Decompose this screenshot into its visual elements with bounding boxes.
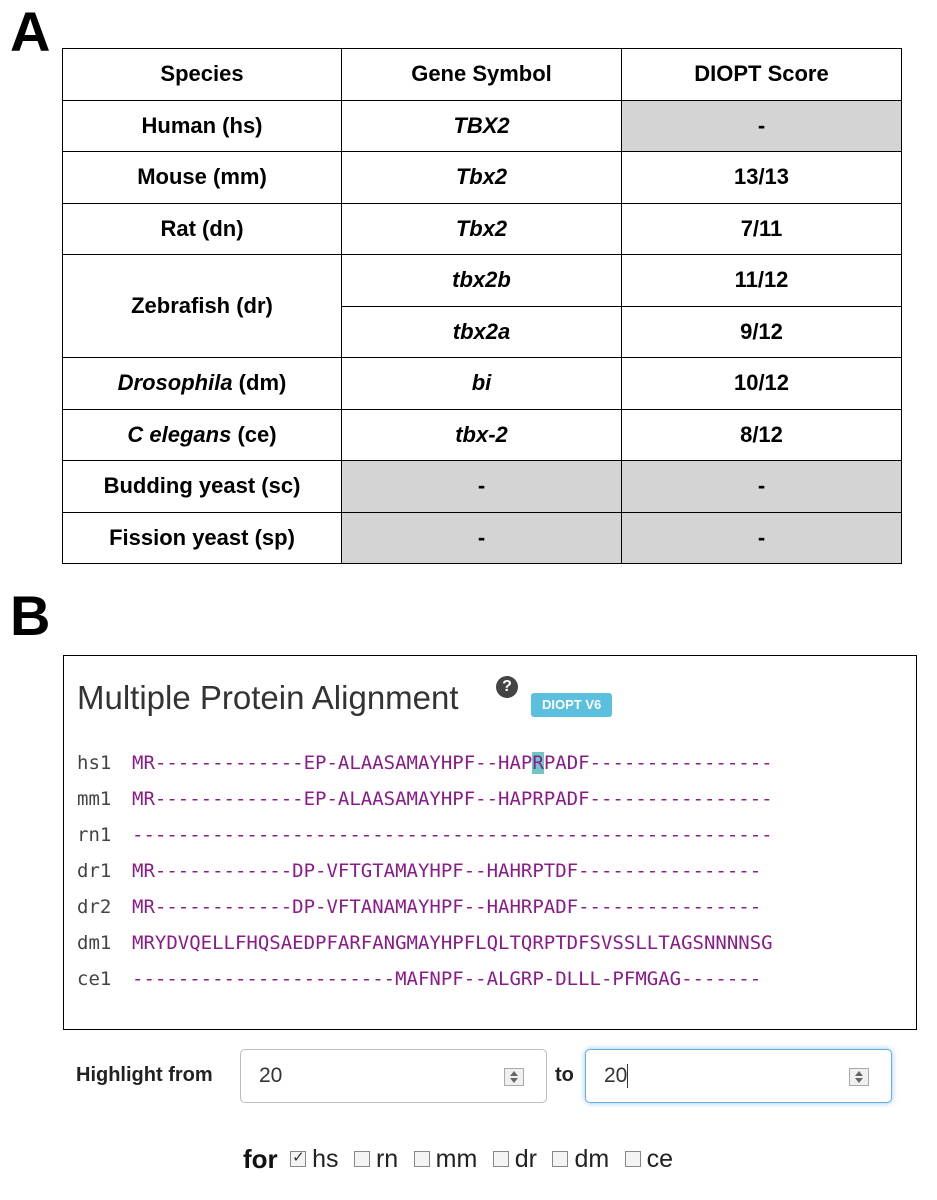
gene-cell: [342, 152, 622, 204]
checkbox-label-ce: ce: [646, 1145, 674, 1173]
for-label: for: [243, 1144, 278, 1174]
table-row: [63, 512, 902, 564]
sequence-list: [77, 751, 773, 1003]
spinner-icon[interactable]: [849, 1068, 869, 1086]
table-row: [63, 461, 902, 513]
highlight-to-input[interactable]: [585, 1049, 892, 1103]
gene-cell: [342, 255, 622, 307]
sequence-text: PADF----------------: [543, 752, 773, 774]
checkbox-rn[interactable]: [354, 1151, 370, 1167]
sequence-text: MR-------------EP-ALAASAMAYHPF--HAPRPADF----------------: [132, 788, 773, 810]
gene-symbol: tbx2a: [452, 318, 511, 344]
species-cell: Rat (dn): [63, 203, 342, 255]
sequence-text: MR------------DP-VFTGTAMAYHPF--HAHRPTDF----------------: [132, 860, 762, 882]
checkbox-label-dr: dr: [514, 1145, 538, 1173]
gene-symbol: tbx2b: [452, 267, 511, 293]
gene-symbol: tbx-2: [455, 421, 508, 447]
checkbox-label-rn: rn: [375, 1145, 399, 1173]
sequence-id: dr2: [77, 896, 112, 918]
panel-a-label: A: [10, 0, 51, 63]
score-cell: 9/12: [622, 306, 902, 358]
gene-cell: [342, 100, 622, 152]
highlight-to-label: to: [555, 1064, 574, 1086]
score-cell: 8/12: [622, 409, 902, 461]
score-cell: 11/12: [622, 255, 902, 307]
highlighted-residue: R: [532, 752, 544, 774]
sequence-text: --------------------------------------------------------: [132, 824, 773, 846]
checkbox-label-dm: dm: [574, 1145, 610, 1173]
header-gene-symbol: Gene Symbol: [342, 49, 622, 101]
question-circle-icon[interactable]: ?: [496, 676, 518, 698]
sequence-row: [77, 751, 773, 787]
text-cursor: [627, 1064, 628, 1088]
gene-symbol: bi: [471, 370, 492, 396]
checkbox-label-mm: mm: [435, 1145, 478, 1173]
alignment-title: Multiple Protein Alignment: [77, 679, 459, 716]
table-row: [63, 152, 902, 204]
score-cell: 10/12: [622, 358, 902, 410]
species-code: (dm): [232, 370, 287, 396]
checkbox-ce[interactable]: [625, 1151, 641, 1167]
to-value: 20: [604, 1064, 628, 1087]
sequence-id: dm1: [77, 932, 112, 954]
species-cell: Fission yeast (sp): [63, 512, 342, 564]
species-cell: [63, 409, 342, 461]
sequence-text: MRYDVQELLFHQSAEDPFARFANGMAYHPFLQLTQRPTDFSVSSLLTAGSNNNNSG: [132, 932, 773, 954]
species-cell: Zebrafish (dr): [63, 255, 342, 358]
checkbox-dr[interactable]: [493, 1151, 509, 1167]
species-italic: C elegans: [127, 421, 232, 447]
spinner-icon[interactable]: [504, 1068, 524, 1086]
sequence-row: [77, 895, 773, 931]
gene-cell: [342, 306, 622, 358]
highlight-controls: [0, 1048, 937, 1200]
species-cell: [63, 358, 342, 410]
highlight-from-label: Highlight from: [76, 1064, 213, 1086]
gene-symbol: TBX2: [453, 112, 510, 138]
gene-symbol: Tbx2: [455, 164, 508, 190]
sequence-id: rn1: [77, 824, 112, 846]
panel-b-label: B: [10, 584, 51, 647]
diopt-version-badge: DIOPT V6: [531, 693, 612, 717]
checkbox-hs[interactable]: [290, 1151, 306, 1167]
sequence-id: hs1: [77, 752, 112, 774]
table-row: [63, 255, 902, 307]
highlight-from-input[interactable]: [240, 1049, 547, 1103]
table-row: [63, 409, 902, 461]
header-diopt-score: DIOPT Score: [622, 49, 902, 101]
score-cell: -: [622, 512, 902, 564]
species-code: (ce): [231, 421, 277, 447]
sequence-row: [77, 787, 773, 823]
gene-cell: [342, 203, 622, 255]
header-species: Species: [63, 49, 342, 101]
gene-symbol: Tbx2: [455, 215, 508, 241]
score-cell: -: [622, 461, 902, 513]
species-filter-row: [243, 1144, 684, 1184]
table-row: [63, 358, 902, 410]
checkbox-mm[interactable]: [414, 1151, 430, 1167]
sequence-row: [77, 967, 773, 1003]
sequence-id: dr1: [77, 860, 112, 882]
species-italic: Drosophila: [117, 370, 233, 396]
checkbox-label-hs: hs: [312, 1145, 339, 1173]
score-cell: 7/11: [622, 203, 902, 255]
sequence-text: -----------------------MAFNPF--ALGRP-DLLL-PFMGAG-------: [132, 968, 762, 990]
checkbox-dm[interactable]: [552, 1151, 568, 1167]
score-cell: 13/13: [622, 152, 902, 204]
ortholog-table: [62, 48, 902, 564]
sequence-row: [77, 859, 773, 895]
gene-cell: -: [342, 461, 622, 513]
sequence-row: [77, 823, 773, 859]
table-row: [63, 203, 902, 255]
gene-cell: [342, 358, 622, 410]
table-row: [63, 100, 902, 152]
table-header-row: [63, 49, 902, 101]
species-cell: Human (hs): [63, 100, 342, 152]
sequence-row: [77, 931, 773, 967]
species-cell: Budding yeast (sc): [63, 461, 342, 513]
sequence-text: MR------------DP-VFTANAMAYHPF--HAHRPADF----------------: [132, 896, 762, 918]
gene-cell: [342, 409, 622, 461]
species-cell: Mouse (mm): [63, 152, 342, 204]
sequence-id: ce1: [77, 968, 112, 990]
score-cell: -: [622, 100, 902, 152]
gene-cell: -: [342, 512, 622, 564]
alignment-panel: [63, 655, 917, 1030]
from-value: 20: [259, 1064, 283, 1087]
sequence-id: mm1: [77, 788, 112, 810]
sequence-text: MR-------------EP-ALAASAMAYHPF--HAP: [132, 752, 533, 774]
